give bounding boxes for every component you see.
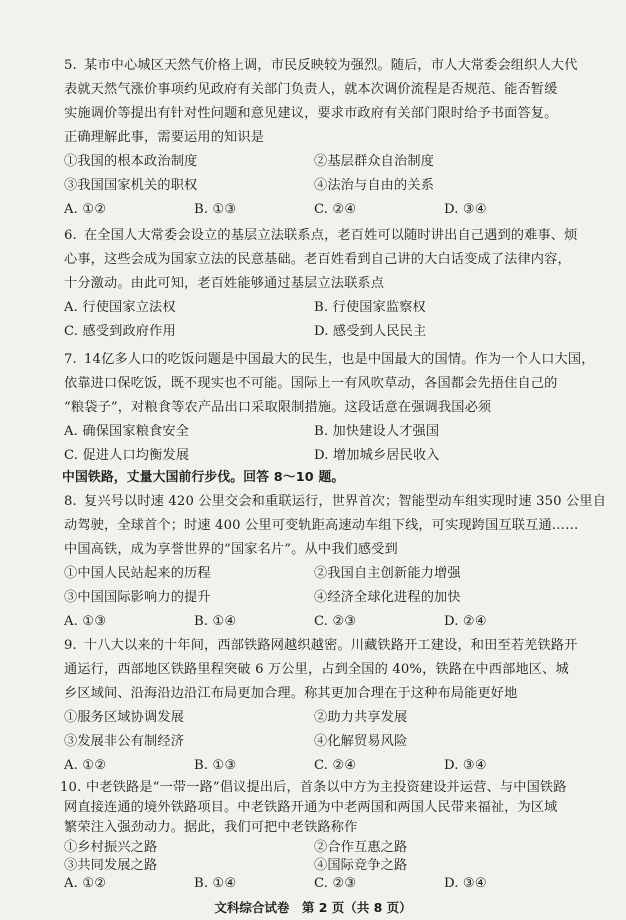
statement-item: ①中国人民站起来的历程 xyxy=(64,566,211,581)
answer-option-d: D. ③④ xyxy=(444,202,487,217)
answer-option-d: D. 感受到人民民主 xyxy=(314,324,427,339)
statement-item: ③发展非公有制经济 xyxy=(64,734,185,749)
answer-option-a: A. 确保国家粮食安全 xyxy=(64,424,190,439)
answer-option-c: C. ②③ xyxy=(314,876,357,891)
page-footer: 文科综合试卷 第 2 页（共 8 页） xyxy=(214,900,412,915)
statement-item: ③我国国家机关的职权 xyxy=(64,178,198,193)
question-stem-line: 繁荣注入强劲动力。据此，我们可把中老铁路称作 xyxy=(64,820,358,835)
statement-item: ③共同发展之路 xyxy=(64,858,158,873)
question-stem-line: 动驾驶，全球首个；时速 400 公里可变轨距高速动车组下线，可实现跨国互联互通…… xyxy=(64,518,579,533)
answer-option-c: C. ②③ xyxy=(314,614,357,629)
question-stem-line: 复兴号以时速 420 公里交会和重联运行，世界首次；智能型动车组实现时速 350 公里自 xyxy=(84,494,607,509)
question-stem-line: 网直接连通的境外铁路项目。中老铁路开通为中老两国和两国人民带来福祉，为区域 xyxy=(64,800,558,815)
statement-item: ④国际竞争之路 xyxy=(314,858,408,873)
question-number: 7. xyxy=(64,352,77,367)
answer-option-a: A. ①② xyxy=(64,758,107,773)
question-stem-line: 中国高铁，成为享誉世界的“国家名片”。从中我们感受到 xyxy=(64,542,398,557)
answer-option-c: C. 促进人口均衡发展 xyxy=(64,448,190,463)
answer-option-a: A. 行使国家立法权 xyxy=(64,300,176,315)
question-stem-line: 在全国人大常委会设立的基层立法联系点，老百姓可以随时讲出自己遇到的难事、烦 xyxy=(84,228,578,243)
statement-item: ②我国自主创新能力增强 xyxy=(314,566,461,581)
question-stem-line: 14亿多人口的吃饭问题是中国最大的民生，也是中国最大的国情。作为一个人口大国， xyxy=(84,352,595,367)
answer-option-b: B. 行使国家监察权 xyxy=(314,300,426,315)
answer-option-b: B. ①④ xyxy=(194,876,237,891)
answer-option-c: C. ②④ xyxy=(314,758,357,773)
question-number: 5. xyxy=(64,58,77,73)
question-stem-line: 正确理解此事，需要运用的知识是 xyxy=(64,130,265,145)
question-stem-line: 心事，这些会成为国家立法的民意基础。老百姓看到自己讲的大白话变成了法律内容， xyxy=(64,252,571,267)
statement-item: ④法治与自由的关系 xyxy=(314,178,435,193)
question-number: 9. xyxy=(64,638,77,653)
answer-option-a: A. ①② xyxy=(64,876,107,891)
answer-option-c: C. ②④ xyxy=(314,202,357,217)
statement-item: ①我国的根本政治制度 xyxy=(64,154,198,169)
answer-option-b: B. ①④ xyxy=(194,614,237,629)
answer-option-d: D. ②④ xyxy=(444,614,487,629)
question-number: 6. xyxy=(64,228,77,243)
question-stem-line: 某市中心城区天然气价格上调，市民反映较为强烈。随后，市人大常委会组织人大代 xyxy=(84,58,578,73)
statement-item: ②合作互惠之路 xyxy=(314,840,408,855)
answer-option-a: A. ①③ xyxy=(64,614,107,629)
statement-item: ②助力共享发展 xyxy=(314,710,408,725)
question-stem-line: 乡区域间、沿海沿边沿江布局更加合理。称其更加合理在于这种布局能更好地 xyxy=(64,686,518,701)
question-stem-line: 实施调价等提出有针对性问题和意见建议，要求市政府有关部门限时给予书面答复。 xyxy=(64,106,558,121)
question-number: 8. xyxy=(64,494,77,509)
answer-option-d: D. ③④ xyxy=(444,758,487,773)
answer-option-b: B. ①③ xyxy=(194,202,237,217)
statement-item: ②基层群众自治制度 xyxy=(314,154,435,169)
answer-option-a: A. ①② xyxy=(64,202,107,217)
answer-option-b: B. ①③ xyxy=(194,758,237,773)
answer-option-c: C. 感受到政府作用 xyxy=(64,324,176,339)
question-stem-line: 表就天然气涨价事项约见政府有关部门负责人，就本次调价流程是否规范、能否暂缓 xyxy=(64,82,558,97)
question-stem-line: 通运行，西部地区铁路里程突破 6 万公里，占到全国的 40%，铁路在中西部地区、城 xyxy=(64,662,569,677)
statement-item: ①乡村振兴之路 xyxy=(64,840,158,855)
question-number: 10. xyxy=(60,780,82,795)
statement-item: ④化解贸易风险 xyxy=(314,734,408,749)
answer-option-d: D. ③④ xyxy=(444,876,487,891)
question-stem-line: “粮袋子”，对粮食等农产品出口采取限制措施。这段话意在强调我国必须 xyxy=(64,400,492,415)
statement-item: ③中国国际影响力的提升 xyxy=(64,590,211,605)
answer-option-d: D. 增加城乡居民收入 xyxy=(314,448,440,463)
statement-item: ④经济全球化进程的加快 xyxy=(314,590,461,605)
statement-item: ①服务区域协调发展 xyxy=(64,710,185,725)
section-note: 中国铁路，丈量大国前行步伐。回答 8～10 题。 xyxy=(62,470,345,485)
question-stem-line: 十八大以来的十年间，西部铁路网越织越密。川藏铁路开工建设，和田至若羌铁路开 xyxy=(84,638,578,653)
question-stem-line: 十分激动。由此可知，老百姓能够通过基层立法联系点 xyxy=(64,276,385,291)
question-stem-line: 依靠进口保吃饭，既不现实也不可能。国际上一有风吹草动，各国都会先捂住自己的 xyxy=(64,376,558,391)
answer-option-b: B. 加快建设人才强国 xyxy=(314,424,440,439)
question-stem-line: 中老铁路是“一带一路”倡议提出后，首条以中方为主投资建设并运营、与中国铁路 xyxy=(86,780,567,795)
